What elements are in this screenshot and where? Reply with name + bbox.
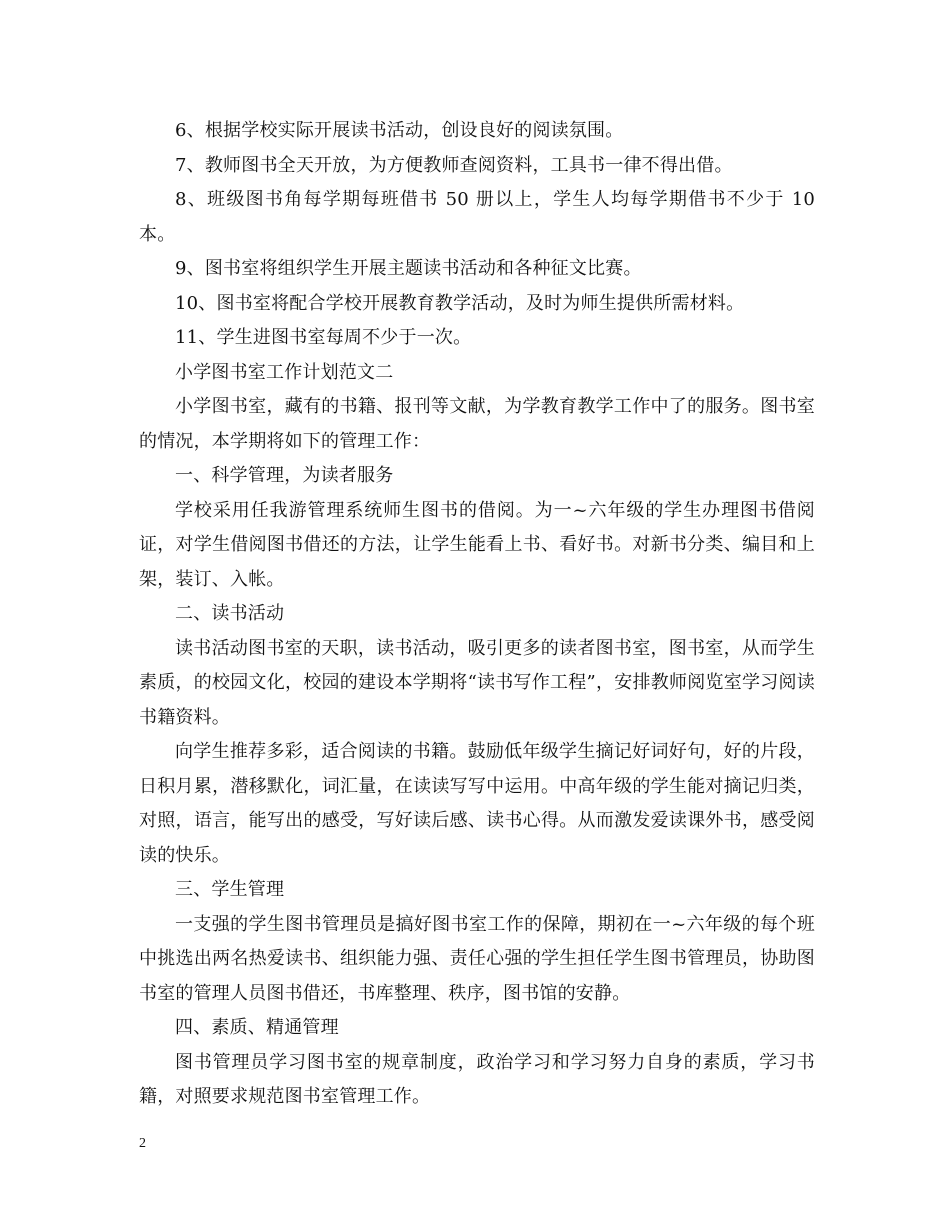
section-heading: 三、学生管理 — [175, 879, 285, 900]
paragraph: 11、学生进图书室每周不少于一次。 — [175, 327, 472, 348]
paragraph: 6、根据学校实际开展读书活动，创设良好的阅读氛围。 — [175, 120, 624, 141]
document-body — [139, 114, 815, 1115]
page-number: 2 — [139, 1136, 146, 1151]
paragraph: 图书管理员学习图书室的规章制度，政治学习和学习努力自身的素质，学习书籍，对照要求规范图书室管理工作。 — [139, 1051, 815, 1107]
paragraph: 小学图书室，藏有的书籍、报刊等文献，为学教育教学工作中了的服务。图书室的情况，本学期将如下的管理工作： — [139, 396, 815, 452]
section-heading: 二、读书活动 — [175, 603, 285, 624]
paragraph: 一支强的学生图书管理员是搞好图书室工作的保障，期初在一~六年级的每个班中挑选出两名热爱读书、组织能力强、责任心强的学生担任学生图书管理员，协助图书室的管理人员图书借还，书库整理、秩序，图书馆的安静。 — [139, 913, 815, 1004]
section-heading: 四、素质、精通管理 — [175, 1017, 339, 1038]
paragraph: 读书活动图书室的天职，读书活动，吸引更多的读者图书室，图书室，从而学生素质，的校园文化，校园的建设本学期将“读书写作工程”，安排教师阅览室学习阅读书籍资料。 — [139, 637, 815, 728]
section-title: 小学图书室工作计划范文二 — [175, 361, 394, 383]
paragraph: 9、图书室将组织学生开展主题读书活动和各种征文比赛。 — [175, 258, 642, 279]
paragraph: 8、班级图书角每学期每班借书 50 册以上，学生人均每学期借书不少于 10 本。 — [139, 189, 815, 245]
paragraph: 7、教师图书全天开放，为方便教师查阅资料，工具书一律不得出借。 — [175, 154, 733, 176]
paragraph: 10、图书室将配合学校开展教育教学活动，及时为师生提供所需材料。 — [175, 292, 745, 314]
section-heading: 一、科学管理，为读者服务 — [175, 465, 394, 486]
paragraph: 向学生推荐多彩，适合阅读的书籍。鼓励低年级学生摘记好词好句，好的片段，日积月累，潜移默化，词汇量，在读读写写中运用。中高年级的学生能对摘记归类，对照，语言，能写出的感受，写好读后感、读书心得。从而激发爱读课外书，感受阅读的快乐。 — [139, 741, 815, 866]
paragraph: 学校采用任我游管理系统师生图书的借阅。为一~六年级的学生办理图书借阅证，对学生借阅图书借还的方法，让学生能看上书、看好书。对新书分类、编目和上架，装订、入帐。 — [139, 499, 815, 590]
